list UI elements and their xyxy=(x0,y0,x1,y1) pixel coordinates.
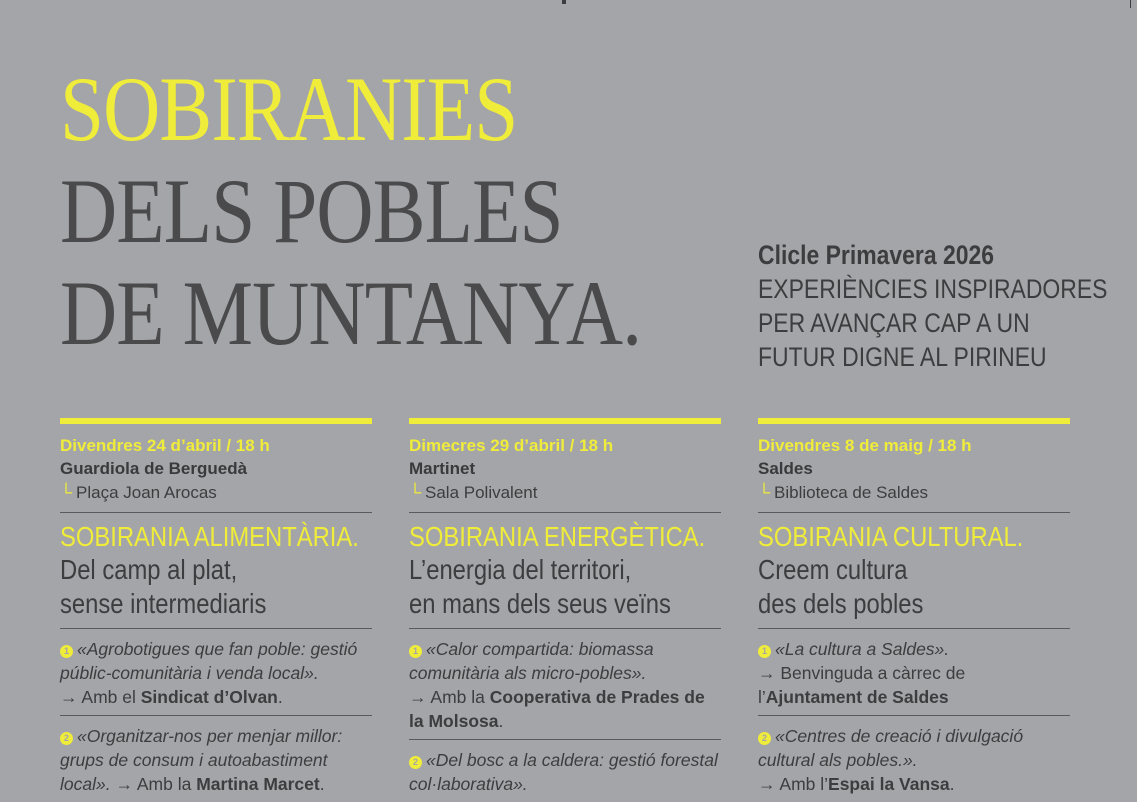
talk-item xyxy=(409,739,721,802)
event-subtitle-2: sense intermediaris xyxy=(60,588,267,619)
talk-item xyxy=(758,715,1070,802)
talk-end: . xyxy=(277,687,283,707)
talk-with: Amb la xyxy=(136,774,192,794)
event-subtitle-2: en mans dels seus veïns xyxy=(409,588,671,619)
accent-bar xyxy=(758,418,1070,424)
arrow-icon: → xyxy=(758,663,776,683)
event-subtitle-2: des dels pobles xyxy=(758,588,924,619)
event-column-2 xyxy=(409,418,721,802)
event-theme: SOBIRANIA ENERGÈTICA. xyxy=(409,521,706,552)
talk-title: «La cultura a Saldes». xyxy=(775,639,950,659)
arrow-icon: → xyxy=(409,687,427,707)
title-line-1: SOBIRANIES xyxy=(60,58,518,160)
event-date: Divendres 8 de maig / 18 h xyxy=(758,436,972,455)
arrow-icon: → xyxy=(60,687,78,707)
title-line-3: DE MUNTANYA. xyxy=(60,262,642,364)
event-venue xyxy=(758,481,1070,505)
talk-host: Ajuntament de Saldes xyxy=(765,687,949,707)
talk-title: «Calor compartida: biomassa comunitària als micro-pobles». xyxy=(409,639,654,683)
talk-title: «Organitzar-nos per menjar millor: grups de consum i autoabastiment local». xyxy=(60,726,343,794)
cycle-title: Clicle Primavera 2026 xyxy=(758,240,995,270)
talk-host: Sindicat d’Olvan xyxy=(140,687,278,707)
corner-arrow-icon: └ xyxy=(60,483,73,502)
cycle-line-1: EXPERIÈNCIES INSPIRADORES xyxy=(758,274,1108,304)
talk-end: . xyxy=(498,711,504,731)
corner-arrow-icon: └ xyxy=(409,483,422,502)
event-town: Martinet xyxy=(409,459,476,478)
talk-item xyxy=(758,629,1070,715)
event-date: Divendres 24 d’abril / 18 h xyxy=(60,436,270,455)
venue-label: Sala Polivalent xyxy=(425,483,538,502)
arrow-icon: → xyxy=(115,774,133,794)
number-badge: 2 xyxy=(60,732,73,745)
divider xyxy=(60,512,372,513)
talk-with: Amb el xyxy=(81,687,136,707)
talk-title: «Del bosc a la caldera: gestió forestal col·laborativa». xyxy=(409,750,718,794)
crop-mark xyxy=(562,0,566,4)
number-badge: 1 xyxy=(409,645,422,658)
event-subtitle-1: Creem cultura xyxy=(758,554,908,585)
number-badge: 2 xyxy=(758,732,771,745)
event-subtitle-1: L’energia del territori, xyxy=(409,554,632,585)
talk-end: . xyxy=(319,774,325,794)
talk-title: «Centres de creació i divulgació cultural als pobles.». xyxy=(758,726,1024,770)
talk-title: «Agrobotigues que fan poble: gestió públic-comunitària i venda local». xyxy=(60,639,358,683)
number-badge: 2 xyxy=(409,756,422,769)
talk-host: Martina Marcet xyxy=(196,774,320,794)
event-venue xyxy=(409,481,721,505)
talk-item xyxy=(409,629,721,739)
talk-item xyxy=(60,629,372,715)
arrow-icon: → xyxy=(758,774,776,794)
event-date: Dimecres 29 d’abril / 18 h xyxy=(409,436,614,455)
cycle-line-3: FUTUR DIGNE AL PIRINEU xyxy=(758,342,1047,372)
talk-host: Cooperativa de Prades de la Molsosa xyxy=(409,687,705,731)
event-town: Guardiola de Berguedà xyxy=(60,459,248,478)
talk-end: . xyxy=(949,774,955,794)
talk-with: Benvinguda a càrrec de l’ xyxy=(758,663,966,707)
cycle-info xyxy=(758,238,1137,374)
event-column-1 xyxy=(60,418,372,802)
event-town: Saldes xyxy=(758,459,813,478)
event-venue xyxy=(60,481,372,505)
corner-arrow-icon: └ xyxy=(758,483,771,502)
divider xyxy=(758,512,1070,513)
divider xyxy=(409,512,721,513)
talk-item xyxy=(60,715,372,802)
venue-label: Plaça Joan Arocas xyxy=(76,483,217,502)
event-column-3 xyxy=(758,418,1070,802)
number-badge: 1 xyxy=(758,645,771,658)
talk-with: Amb la xyxy=(430,687,485,707)
venue-label: Biblioteca de Saldes xyxy=(774,483,929,502)
talk-host: Espai la Vansa xyxy=(828,774,950,794)
event-subtitle-1: Del camp al plat, xyxy=(60,554,238,585)
talk-with: Amb l’ xyxy=(779,774,829,794)
accent-bar xyxy=(409,418,721,424)
accent-bar xyxy=(60,418,372,424)
poster-title xyxy=(60,58,641,364)
cycle-line-2: PER AVANÇAR CAP A UN xyxy=(758,308,1030,338)
corner-crop-mark xyxy=(1130,0,1131,8)
title-line-2: DELS POBLES xyxy=(60,160,563,262)
event-theme: SOBIRANIA ALIMENTÀRIA. xyxy=(60,521,359,552)
number-badge: 1 xyxy=(60,645,73,658)
event-theme: SOBIRANIA CULTURAL. xyxy=(758,521,1024,552)
